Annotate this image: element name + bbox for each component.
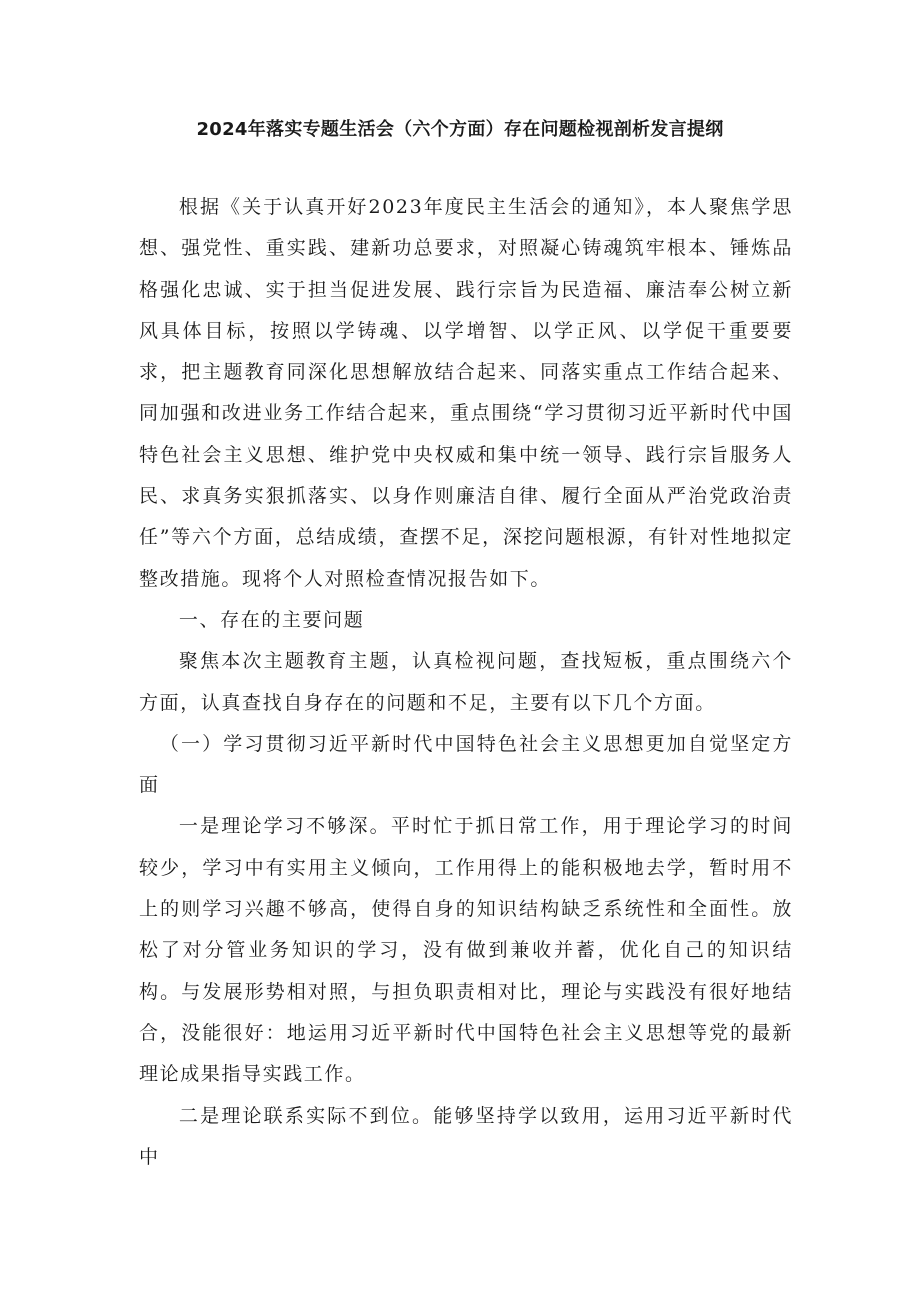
document-body xyxy=(139,187,793,1178)
section-heading-main-problems: 一、存在的主要问题 xyxy=(178,608,365,631)
point-2-paragraph: 二是理论联系实际不到位。能够坚持学以致用，运用习近平新时代中 xyxy=(139,1104,793,1168)
subsection-heading-1: （一）学习贯彻习近平新时代中国特色社会主义思想更加自觉坚定方面 xyxy=(139,732,793,797)
document-title: 2024年落实专题生活会（六个方面）存在问题检视剖析发言提纲 xyxy=(196,119,724,140)
section-intro-paragraph: 聚焦本次主题教育主题，认真检视问题，查找短板，重点围绕六个方面，认真查找自身存在的问题和不足，主要有以下几个方面。 xyxy=(139,650,793,714)
intro-paragraph: 根据《关于认真开好2023年度民主生活会的通知》，本人聚焦学思想、强党性、重实践、建新功总要求，对照凝心铸魂筑牢根本、锤炼品格强化忠诚、实于担当促进发展、践行宗旨为民造福、廉洁奉公树立新风具体目标，按照以学铸魂、以学增智、以学正风、以学促干重要要求，把主题教育同深化思想解放结合起来、同落实重点工作结合起来、同加强和改进业务工作结合起来，重点围绕“学习贯彻习近平新时代中国特色社会主义思想、维护党中央权威和集中统一领导、践行宗旨服务人民、求真务实狠抓落实、以身作则廉洁自律、履行全面从严治党政治责任”等六个方面，总结成绩，查摆不足，深挖问题根源，有针对性地拟定整改措施。现将个人对照检查情况报告如下。 xyxy=(139,196,793,590)
point-1-paragraph: 一是理论学习不够深。平时忙于抓日常工作，用于理论学习的时间较少，学习中有实用主义倾向，工作用得上的能积极地去学，暂时用不上的则学习兴趣不够高，使得自身的知识结构缺乏系统性和全面性。放松了对分管业务知识的学习，没有做到兼收并蓄，优化自己的知识结构。与发展形势相对照，与担负职责相对比，理论与实践没有很好地结合，没能很好：地运用习近平新时代中国特色社会主义思想等党的最新理论成果指导实践工作。 xyxy=(139,815,793,1086)
